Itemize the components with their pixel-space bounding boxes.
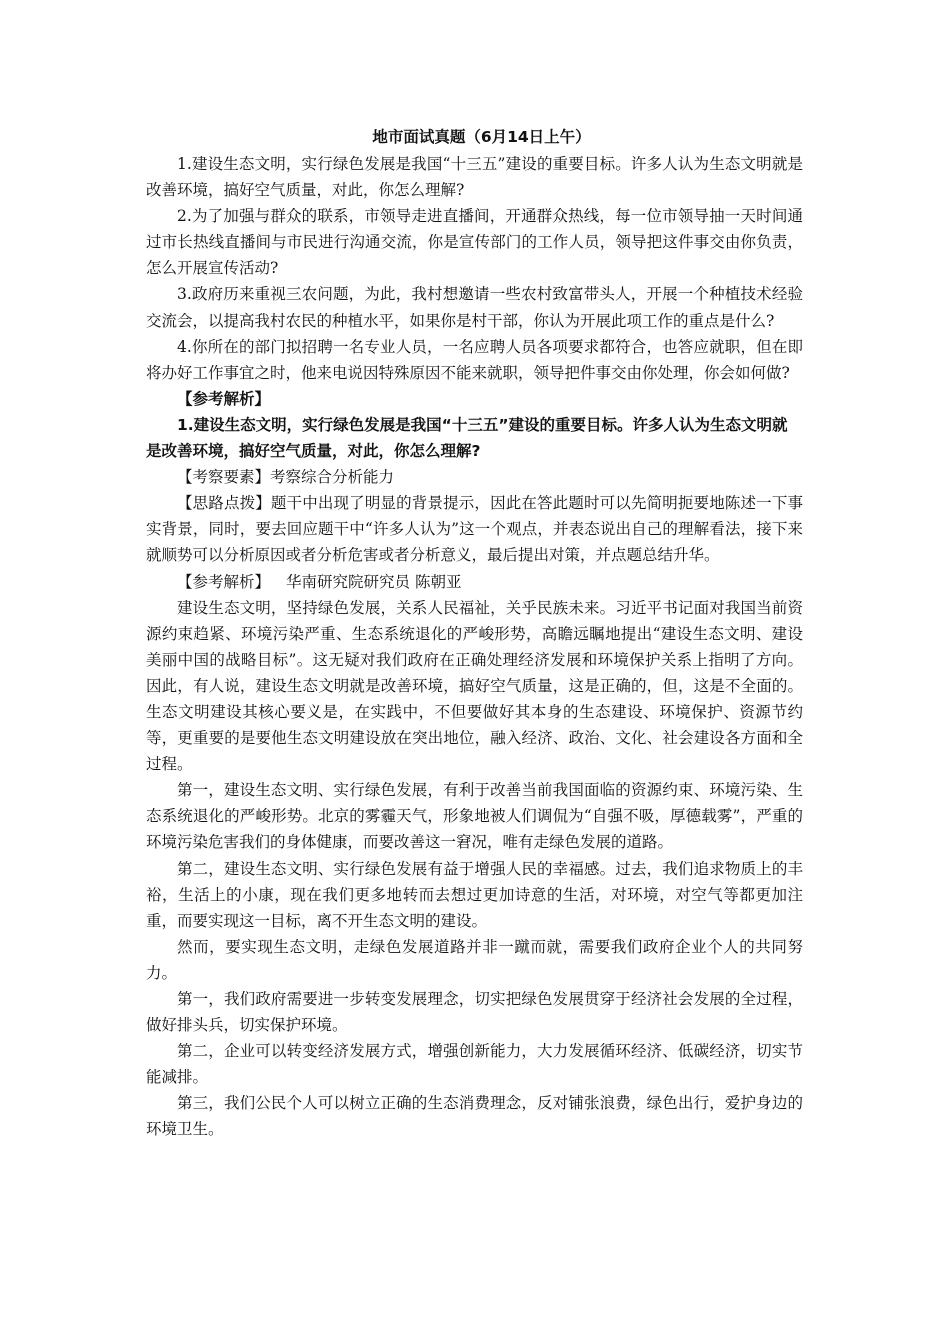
document-page xyxy=(146,124,803,1143)
question-3: 3.政府历来重视三农问题，为此，我村想邀请一些农村致富带头人，开展一个种植技术经验交流会，以提高我村农民的种植水平，如果你是村干部，你认为开展此项工作的重点是什么? xyxy=(146,285,803,330)
answer-paragraph: 第三，我们公民个人可以树立正确的生态消费理念，反对铺张浪费，绿色出行，爱护身边的环境卫生。 xyxy=(146,1094,803,1139)
answer-paragraph: 第二，企业可以转变经济发展方式，增强创新能力，大力发展循环经济、低碳经济，切实节能减排。 xyxy=(146,1042,803,1087)
answer-paragraph: 第一，我们政府需要进一步转变发展理念，切实把绿色发展贯穿于经济社会发展的全过程，做好排头兵，切实保护环境。 xyxy=(146,990,803,1035)
question-1: 1.建设生态文明，实行绿色发展是我国“十三五”建设的重要目标。许多人认为生态文明就是改善环境，搞好空气质量，对此，你怎么理解? xyxy=(146,155,803,200)
answer-paragraph: 第一，建设生态文明、实行绿色发展，有利于改善当前我国面临的资源约束、环境污染、生态系统退化的严峻形势。北京的雾霾天气，形象地被人们调侃为“自强不吸，厚德载雾”，严重的环境污染危害我们的身体健康，而要改善这一窘况，唯有走绿色发展的道路。 xyxy=(146,781,803,852)
answer-paragraph: 第二，建设生态文明、实行绿色发展有益于增强人民的幸福感。过去，我们追求物质上的丰裕，生活上的小康，现在我们更多地转而去想过更加诗意的生活，对环境，对空气等都更加注重，而要实现这一目标，离不开生态文明的建设。 xyxy=(146,859,803,930)
section-heading: 【参考解析】 xyxy=(177,389,271,408)
answer-paragraph: 建设生态文明，坚持绿色发展，关系人民福祉，关乎民族未来。习近平书记面对我国当前资源约束趋紧、环境污染严重、生态系统退化的严峻形势，高瞻远瞩地提出“建设生态文明、建设美丽中国的战略目标”。这无疑对我们政府在正确处理经济发展和环境保护关系上指明了方向。因此，有人说，建设生态文明就是改善环境，搞好空气质量，这是正确的，但，这是不全面的。生态文明建设其核心要义是，在实践中，不但要做好其本身的生态建设、环境保护、资源节约等，更重要的是要他生态文明建设放在突出地位，融入经济、政治、文化、社会建设各方面和全过程。 xyxy=(146,598,803,774)
question-1-repeat: 1.建设生态文明，实行绿色发展是我国“十三五”建设的重要目标。许多人认为生态文明就是改善环境，搞好空气质量，对此，你怎么理解? xyxy=(146,415,788,461)
analysis-label: 【参考解析】 xyxy=(177,572,271,591)
answer-paragraph: 然而，要实现生态文明，走绿色发展道路并非一蹴而就，需要我们政府企业个人的共同努力。 xyxy=(146,937,803,982)
approach-text: 题干中出现了明显的背景提示，因此在答此题时可以先简明扼要地陈述一下事实背景，同时，要去回应题干中“许多人认为”这一个观点，并表态说出自己的理解看法，接下来就顺势可以分析原因或者分析危害或者分析意义，最后提出对策，并点题总结升华。 xyxy=(146,494,803,565)
factor-label: 【考察要素】 xyxy=(177,468,271,487)
analysis-author: 华南研究院研究员 陈朝亚 xyxy=(286,572,462,591)
factor-text: 考察综合分析能力 xyxy=(270,468,395,487)
document-title: 地市面试真题（6月14日上午） xyxy=(372,128,591,146)
analysis-line xyxy=(146,569,803,595)
approach-paragraph xyxy=(146,490,803,568)
approach-label: 【思路点拨】 xyxy=(177,494,271,513)
question-4: 4.你所在的部门拟招聘一名专业人员，一名应聘人员各项要求都符合，也答应就职，但在即将办好工作事宜之时，他来电说因特殊原因不能来就职，领导把件事交由你处理，你会如何做? xyxy=(146,337,803,382)
question-2: 2.为了加强与群众的联系，市领导走进直播间，开通群众热线，每一位市领导抽一天时间通过市长热线直播间与市民进行沟通交流，你是宣传部门的工作人员，领导把这件事交由你负责，怎么开展宣传活动? xyxy=(146,207,803,278)
factor-line xyxy=(146,464,803,490)
